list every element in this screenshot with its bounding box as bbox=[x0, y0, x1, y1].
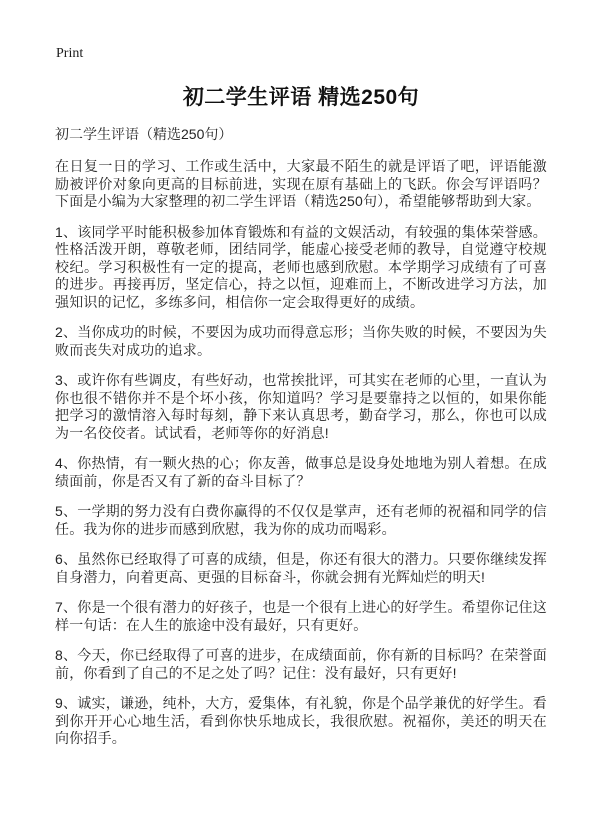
page-title: 初二学生评语 精选250句 bbox=[182, 86, 420, 109]
comment-paragraph: 9、诚实，谦逊，纯朴，大方，爱集体，有礼貌，你是个品学兼优的好学生。看到你开开心心地生活，看到你快乐地成长，我很欣慰。祝福你，美还的明天在向你招手。 bbox=[55, 695, 547, 746]
subtitle: 初二学生评语（精选250句） bbox=[55, 126, 233, 142]
print-link[interactable]: Print bbox=[56, 46, 84, 61]
intro-paragraph: 在日复一日的学习、工作或生活中，大家最不陌生的就是评语了吧，评语能激励被评价对象向更高的目标前进，实现在原有基础上的飞跃。你会写评语吗？下面是小编为大家整理的初二学生评语（精选250句），希望能够帮助到大家。 bbox=[55, 158, 547, 209]
comment-paragraph: 4、你热情，有一颗火热的心；你友善，做事总是设身处地地为别人着想。在成绩面前，你是否又有了新的奋斗目标了？ bbox=[55, 455, 547, 489]
comment-paragraph: 7、你是一个很有潜力的好孩子，也是一个很有上进心的好学生。希望你记住这样一句话：在人生的旅途中没有最好，只有更好。 bbox=[55, 599, 547, 633]
comment-paragraph: 6、虽然你已经取得了可喜的成绩，但是，你还有很大的潜力。只要你继续发挥自身潜力，向着更高、更强的目标奋斗，你就会拥有光辉灿烂的明天! bbox=[55, 551, 547, 585]
comment-paragraph: 1、该同学平时能积极参加体育锻炼和有益的文娱活动，有较强的集体荣誉感。性格活泼开朗，尊敬老师，团结同学，能虚心接受老师的教导，自觉遵守校规校纪。学习积极性有一定的提高，老师也感到欣慰。本学期学习成绩有了可喜的进步。再接再厉，坚定信心，持之以恒，迎难而上，不断改进学习方法，加强知识的记忆，多练多问，相信你一定会取得更好的成绩。 bbox=[55, 223, 547, 310]
comment-paragraph: 5、一学期的努力没有白费你赢得的不仅仅是掌声，还有老师的祝福和同学的信任。我为你的进步而感到欣慰，我为你的成功而喝彩。 bbox=[55, 503, 547, 537]
comment-paragraph: 8、今天，你已经取得了可喜的进步，在成绩面前，你有新的目标吗？在荣誉面前，你看到了自己的不足之处了吗？记住：没有最好，只有更好! bbox=[55, 647, 547, 681]
comment-paragraph: 3、或许你有些调皮，有些好动，也常挨批评，可其实在老师的心里，一直认为你也很不错你并不是个坏小孩，你知道吗？学习是要靠持之以恒的，如果你能把学习的激情溶入每时每刻，静下来认真思考，勤奋学习，那么，你也可以成为一名佼佼者。试试看，老师等你的好消息! bbox=[55, 372, 547, 441]
comment-list bbox=[55, 224, 547, 748]
comment-paragraph: 2、当你成功的时候，不要因为成功而得意忘形；当你失败的时候，不要因为失败而丧失对成功的追求。 bbox=[55, 324, 547, 358]
